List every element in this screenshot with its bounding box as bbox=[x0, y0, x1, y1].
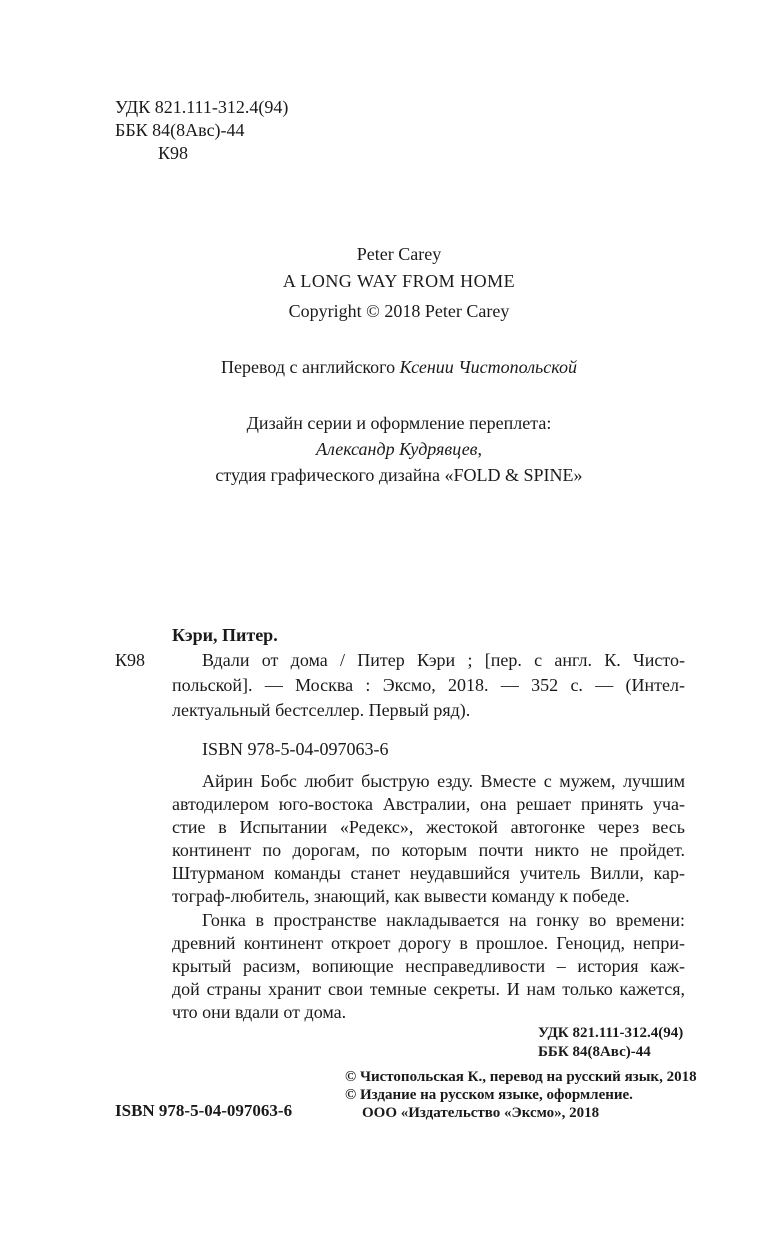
original-copyright: Copyright © 2018 Peter Carey bbox=[288, 301, 510, 321]
catalog-isbn: ISBN 978-5-04-097063-6 bbox=[202, 739, 389, 759]
annotation-line: Айрин Бобс любит быструю езду. Вместе с мужем, лучшим bbox=[202, 771, 685, 791]
publisher-copyright: ООО «Издательство «Эксмо», 2018 bbox=[362, 1105, 600, 1121]
annotation-line: Штурманом команды станет неудавшийся учитель Вилли, кар- bbox=[172, 863, 685, 883]
annotation-line: дой страны хранит свои темные секреты. И нам только кажется, bbox=[172, 979, 685, 999]
designer-name: Александр Кудрявцев bbox=[316, 439, 478, 459]
designer-comma: , bbox=[477, 439, 482, 459]
annotation-line: крытый расизм, вопиющие несправедливости – история каж- bbox=[172, 956, 685, 976]
annotation-line: древний континент откроет дорогу в прошлое. Геноцид, непри- bbox=[172, 933, 685, 953]
original-author: Peter Carey bbox=[356, 244, 442, 264]
annotation-line: стие в Испытании «Редекс», жестокой автогонке через весь bbox=[172, 817, 685, 837]
copyright-translation: © Чистопольская К., перевод на русский язык, 2018 bbox=[345, 1069, 697, 1085]
designer-credit bbox=[0, 438, 768, 460]
catalog-mark: К98 bbox=[115, 650, 146, 670]
annotation-line: континент по дорогам, по которым почти никто не пройдет. bbox=[172, 840, 685, 860]
catalog-heading: Кэри, Питер. bbox=[172, 625, 278, 645]
annotation-line: тограф-любитель, знающий, как вывести команду к победе. bbox=[172, 886, 630, 906]
bottom-bbk-code: ББК 84(8Авс)-44 bbox=[538, 1044, 651, 1060]
annotation-line: Гонка в пространстве накладывается на гонку во времени: bbox=[202, 910, 685, 930]
udk-code: УДК 821.111-312.4(94) bbox=[115, 97, 289, 117]
design-credit-line: Дизайн серии и оформление переплета: bbox=[246, 413, 552, 433]
original-title: A LONG WAY FROM HOME bbox=[282, 271, 516, 291]
catalog-description-line: польской]. — Москва : Эксмо, 2018. — 352 с. — (Интел- bbox=[172, 675, 685, 695]
translator-name: Ксении Чистопольской bbox=[399, 357, 577, 377]
bbk-code: ББК 84(8Авс)-44 bbox=[115, 120, 245, 140]
annotation-line: автодилером юго-востока Австралии, она решает принять уча- bbox=[172, 794, 685, 814]
footer-isbn: ISBN 978-5-04-097063-6 bbox=[115, 1101, 293, 1120]
annotation-line: что они вдали от дома. bbox=[172, 1002, 347, 1022]
copyright-edition: © Издание на русском языке, оформление. bbox=[345, 1087, 633, 1103]
catalog-description-line: Вдали от дома / Питер Кэри ; [пер. с англ. К. Чисто- bbox=[202, 650, 685, 670]
catalog-description-line: лектуальный бестселлер. Первый ряд). bbox=[172, 700, 471, 720]
translation-credit bbox=[0, 356, 768, 378]
bottom-udk-code: УДК 821.111-312.4(94) bbox=[538, 1025, 684, 1041]
translation-prefix: Перевод с английского bbox=[221, 357, 396, 377]
design-studio: студия графического дизайна «FOLD & SPINE» bbox=[215, 465, 583, 485]
author-mark: К98 bbox=[158, 143, 189, 163]
